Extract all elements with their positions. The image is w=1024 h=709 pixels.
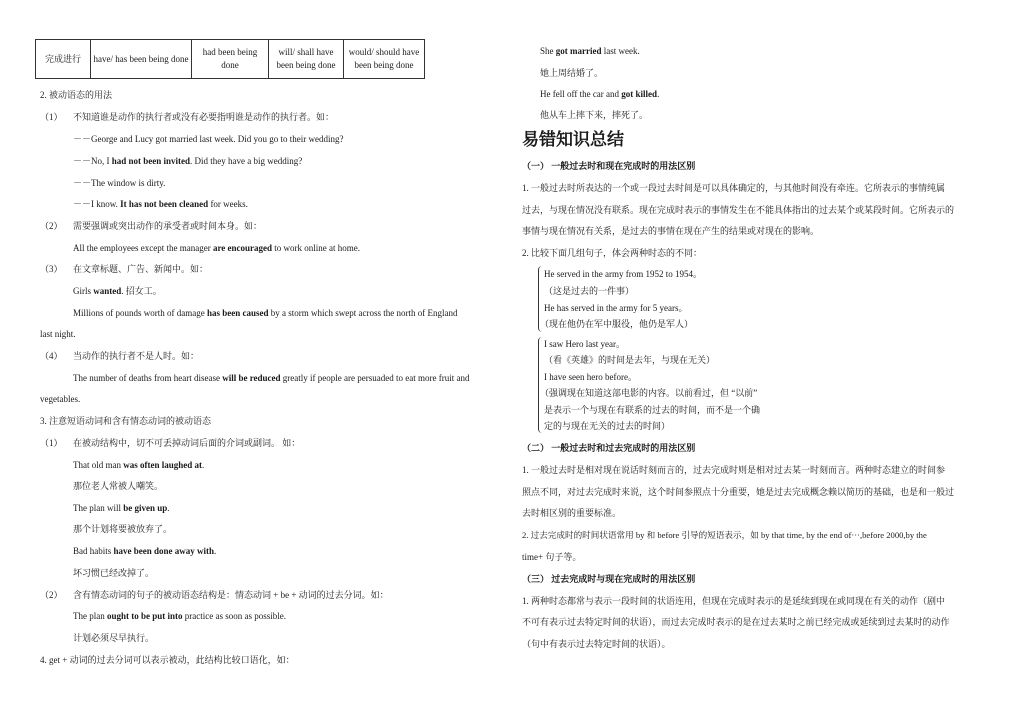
example-line: He has served in the army for 5 years。 [544,303,688,313]
example-text: . [214,546,217,556]
item-number: （4） [40,351,63,361]
example-line: I saw Hero last year。 [544,339,625,349]
example-bold: will be reduced [222,373,281,383]
table-cell: would/ should have been being done [344,40,425,79]
example-text: . Did they have a big wedding? [190,156,303,166]
paragraph-line: （句中有表示过去特定时间的状语）。 [522,639,671,649]
table-row [36,40,425,79]
translation-line: （看《英雄》的时间是去年，与现在无关） [544,355,716,365]
subsection-heading: （三） 过去完成时与现在完成时的用法区别 [522,574,696,584]
paragraph-line: time+ 句子等。 [522,552,582,562]
example-bold: have been done away with [113,546,215,556]
example-text: for weeks. [208,199,248,209]
section-heading: 3. 注意短语动词和含有情态动词的被动语态 [40,416,212,426]
table-cell: have/ has been being done [91,40,192,79]
translation-line: 那位老人常被人嘲笑。 [73,481,164,491]
translation-line: 那个计划将要被放弃了。 [73,524,173,534]
example-line [73,459,204,471]
example-bold: are encouraged [212,243,273,253]
example-line [540,88,659,100]
example-line [73,502,170,514]
example-line [540,45,640,57]
example-line [73,372,469,384]
item-text: 需要强调或突出动作的承受者或时间本身。如： [73,221,263,231]
example-text: The plan [73,611,107,621]
example-line: I have seen hero before。 [544,372,637,382]
example-line [73,285,162,297]
example-text: All the employees except the manager [73,243,213,253]
example-text: . 招女工。 [121,286,162,296]
item-text: 不知道谁是动作的执行者或没有必要指明谁是动作的执行者。如： [73,112,335,122]
item-number: （1） [40,112,63,122]
item-number: （2） [40,221,63,231]
paragraph-line: 过去，与现在情况没有联系。现在完成时表示的事情发生在不能具体指出的过去某个或某段时间。它所表示的 [522,205,955,215]
paragraph-line: 2. 比较下面几组句子，体会两种时态的不同： [522,248,703,258]
example-line [73,610,286,622]
example-text: by a storm which swept across the north of England [268,308,458,318]
example-line: He served in the army from 1952 to 1954。 [544,269,702,279]
example-text: He fell off the car and [540,89,622,99]
example-bold: It has not been cleaned [120,199,209,209]
paragraph-line: 1. 两种时态都常与表示一段时间的状语连用，但现在完成时表示的是延续到现在或同现在有关的动作（剧中 [522,596,946,606]
example-text: －－No, I [73,156,112,166]
translation-line: 她上周结婚了。 [540,68,604,78]
paragraph-line: 照点不同，对过去完成时来说，这个时间参照点十分重要，她是过去完成概念赖以简历的基础，也是和一般过 [522,487,955,497]
example-bold: be given up [123,503,168,513]
item-number: （2） [40,590,63,600]
example-line [73,242,360,254]
paragraph-line: 事情与现在情况有关系，是过去的事情在现在产生的结果或对现在的影响。 [522,226,820,236]
example-line: －－The window is dirty. [73,178,166,188]
example-text: practice as soon as possible. [182,611,286,621]
translation-line: 坏习惯已经改掉了。 [73,568,155,578]
subsection-heading: （二） 一般过去时和过去完成时的用法区别 [522,443,696,453]
example-text: The plan will [73,503,124,513]
translation-line: （强调现在知道这部电影的内容。以前看过，但 “以前” [540,388,758,398]
translation-line: 定的与现在无关的过去的时间） [544,421,671,431]
example-text: She [540,46,556,56]
example-text: . [167,503,170,513]
example-text: greatly if people are persuaded to eat more fruit and [280,373,470,383]
paragraph-line: 去时相区别的重要标准。 [522,508,622,518]
example-bold: had not been invited [111,156,191,166]
example-bold: wanted [93,286,122,296]
example-text: last week. [601,46,640,56]
item-text: 在文章标题、广告、新闻中。如： [73,264,209,274]
example-text: The number of deaths from heart disease [73,373,223,383]
example-text: －－I know. [73,199,121,209]
example-text: Bad habits [73,546,114,556]
brace [538,337,543,433]
example-text: Girls [73,286,94,296]
example-line [73,307,457,319]
example-line [73,155,302,167]
example-bold: has been caused [207,308,269,318]
item-text: 当动作的执行者不是人时。如： [73,351,200,361]
item-number: （1） [40,438,63,448]
example-text: . [657,89,660,99]
example-bold: got killed [621,89,658,99]
translation-line: 是表示一个与现在有联系的过去的时间，而不是一个确 [544,405,761,415]
example-line [73,198,248,210]
item-number: （3） [40,264,63,274]
example-line [73,545,216,557]
subsection-heading: （一） 一般过去时和现在完成时的用法区别 [522,161,696,171]
paragraph-line: 不可有表示过去特定时间的状语），而过去完成时表示的是在过去某时之前已经完成或延续到过去某时的动作 [522,617,950,627]
item-text: 含有情态动词的句子的被动语态结构是：情态动词 + be + 动词的过去分词。如： [73,590,389,600]
example-text: Millions of pounds worth of damage [73,308,207,318]
paragraph-line: 1. 一般过去时所表达的一个或一段过去时间是可以具体确定的，与其他时间没有牵连。它所表示的事情纯属 [522,183,946,193]
example-bold: ought to be put into [107,611,183,621]
tense-table [35,39,425,79]
example-line: vegetables. [40,394,81,404]
example-line: －－George and Lucy got married last week. Did you go to their wedding? [73,134,344,144]
table-cell: had been being done [192,40,269,79]
section-title: 易错知识总结 [522,130,624,149]
example-text: to work online at home. [272,243,361,253]
translation-line: 他从车上摔下来，摔死了。 [540,110,649,120]
example-text: That old man [73,460,124,470]
example-bold: got married [555,46,602,56]
item-text: 在被动结构中，切不可丢掉动词后面的介词或副词。 如： [73,438,301,448]
example-line: last night. [40,329,76,339]
translation-line: （这是过去的一件事） [544,286,635,296]
paragraph-line: 2. 过去完成时的时间状语常用 by 和 before 引导的短语表示，如 by that time, by the end of···,before 2000,by the [522,530,927,540]
section-heading: 4. get + 动词的过去分词可以表示被动，此结构比较口语化，如： [40,655,295,665]
translation-line: 计划必须尽早执行。 [73,633,155,643]
section-heading: 2. 被动语态的用法 [40,90,113,100]
example-text: . [202,460,205,470]
paragraph-line: 1. 一般过去时是相对现在说话时刻而言的，过去完成时则是相对过去某一时刻而言。两种时态建立的时间参 [522,465,946,475]
translation-line: （现在他仍在军中服役，他仍是军人） [540,319,694,329]
table-cell: will/ shall have been being done [269,40,344,79]
example-bold: was often laughed at [123,460,203,470]
table-row-label: 完成进行 [36,40,91,79]
